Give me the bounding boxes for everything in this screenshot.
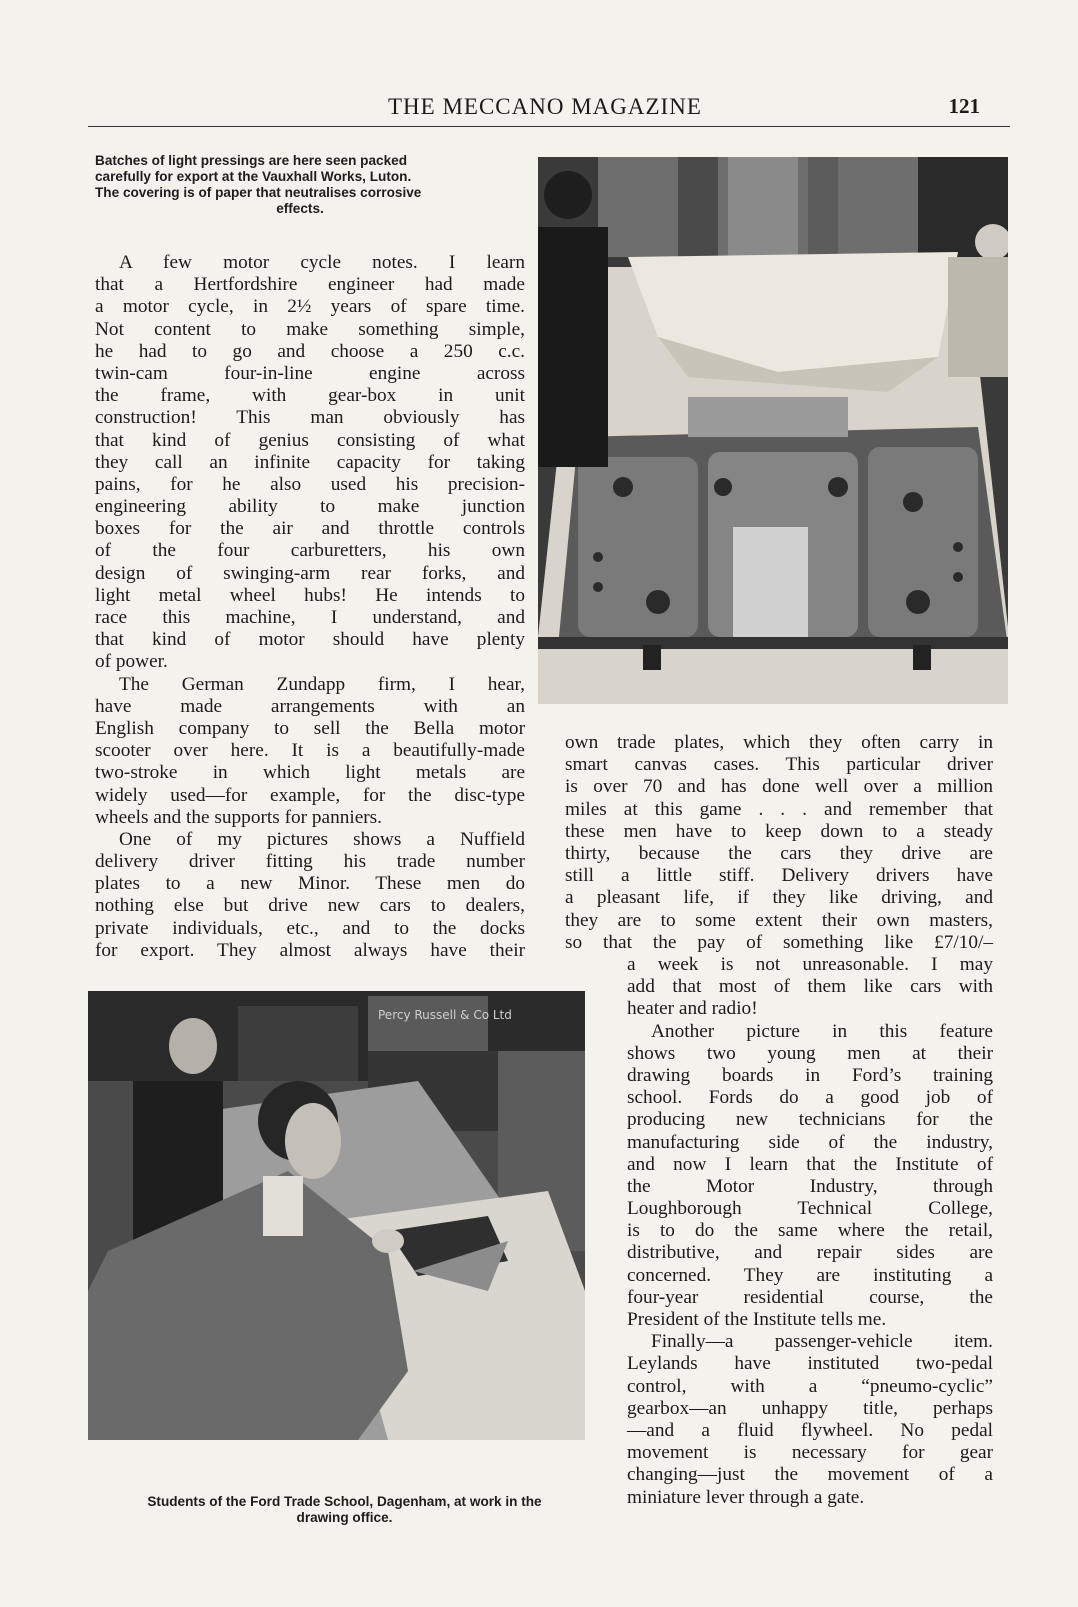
text-line: Finally—a passenger-vehicle item.: [651, 1331, 993, 1353]
text-line: widely used—for example, for the disc-type: [95, 784, 525, 806]
text-line: boxes for the air and throttle controls: [95, 518, 525, 540]
text-line: is over 70 and has done well over a million: [565, 776, 993, 798]
text-line: of power.: [95, 651, 168, 673]
text-line: that kind of motor should have plenty: [95, 629, 525, 651]
text-line: gearbox—an unhappy title, perhaps: [627, 1397, 993, 1419]
text-line: a week is not unreasonable. I may: [627, 954, 993, 975]
text-line: engineering ability to make junction: [95, 496, 525, 518]
right-text-column-upper: [565, 732, 993, 954]
text-line: miles at this game . . . and remember that: [565, 798, 993, 820]
text-line: two-stroke in which light metals are: [95, 762, 525, 784]
text-line: they call an infinite capacity for taking: [95, 451, 525, 473]
text-line: Not content to make something simple,: [95, 318, 525, 340]
text-line: nothing else but drive new cars to dealers,: [95, 895, 525, 917]
text-line: changing—just the movement of a: [627, 1464, 993, 1486]
text-line: plates to a new Minor. These men do: [95, 873, 525, 895]
ford-drawing-office-photo: [88, 991, 585, 1440]
right-text-column-lower: [627, 954, 993, 1509]
text-line: four-year residential course, the: [627, 1286, 993, 1308]
text-line: manufacturing side of the industry,: [627, 1131, 993, 1153]
page-number: 121: [948, 94, 980, 118]
text-line: he had to go and choose a 250 c.c.: [95, 340, 525, 362]
text-line: they are to some extent their own masters,: [565, 909, 993, 931]
text-line: scooter over here. It is a beautifully-made: [95, 740, 525, 762]
text-line: wheels and the supports for panniers.: [95, 806, 383, 828]
text-line: The German Zundapp firm, I hear,: [119, 673, 525, 695]
text-line: —and a fluid flywheel. No pedal: [627, 1419, 993, 1441]
text-line: A few motor cycle notes. I learn: [119, 252, 525, 273]
text-line: concerned. They are instituting a: [627, 1264, 993, 1286]
caption-line: The covering is of paper that neutralises corrosive: [95, 185, 422, 200]
text-line: school. Fords do a good job of: [627, 1087, 993, 1109]
text-line: have made arrangements with an: [95, 695, 525, 717]
caption-line: Students of the Ford Trade School, Dagenham, at work in the: [147, 1494, 542, 1509]
left-text-column: [95, 252, 525, 962]
text-line: of the four carburetters, his own: [95, 540, 525, 562]
equipment-signage: Percy Russell & Co Ltd: [378, 1008, 512, 1022]
text-line: is to do the same where the retail,: [627, 1220, 993, 1242]
text-line: a pleasant life, if they like driving, and: [565, 887, 993, 909]
ford-photo-caption: [82, 1494, 607, 1526]
text-line: add that most of them like cars with: [627, 976, 993, 998]
caption-line: effects.: [276, 201, 324, 216]
text-line: so that the pay of something like £7/10/–: [565, 931, 993, 953]
text-line: construction! This man obviously has: [95, 407, 525, 429]
caption-line: Batches of light pressings are here seen packed: [95, 153, 408, 168]
text-line: drawing boards in Ford’s training: [627, 1064, 993, 1086]
caption-line: carefully for export at the Vauxhall Works, Luton.: [95, 169, 412, 184]
text-line: One of my pictures shows a Nuffield: [119, 828, 525, 850]
text-line: the Motor Industry, through: [627, 1175, 993, 1197]
text-line: President of the Institute tells me.: [627, 1309, 887, 1330]
caption-line: drawing office.: [296, 1510, 393, 1525]
text-line: twin-cam four-in-line engine across: [95, 362, 525, 384]
text-line: thirty, because the cars they drive are: [565, 842, 993, 864]
text-line: pains, for he also used his precision-: [95, 473, 525, 495]
text-line: these men have to keep down to a steady: [565, 820, 993, 842]
text-line: light metal wheel hubs! He intends to: [95, 584, 525, 606]
text-line: still a little stiff. Delivery drivers have: [565, 865, 993, 887]
text-line: producing new technicians for the: [627, 1109, 993, 1131]
text-line: race this machine, I understand, and: [95, 607, 525, 628]
vauxhall-photo-caption: [95, 153, 505, 217]
text-line: English company to sell the Bella motor: [95, 717, 525, 739]
text-line: and now I learn that the Institute of: [627, 1153, 993, 1175]
text-line: Another picture in this feature: [651, 1020, 993, 1042]
text-line: Leylands have instituted two-pedal: [627, 1353, 993, 1375]
text-line: control, with a “pneumo-cyclic”: [627, 1375, 993, 1397]
text-line: own trade plates, which they often carry in: [565, 732, 993, 753]
text-line: for export. They almost always have their: [95, 939, 525, 961]
page-header: [88, 90, 1010, 127]
text-line: that kind of genius consisting of what: [95, 429, 525, 451]
text-line: Loughborough Technical College,: [627, 1198, 993, 1220]
text-line: distributive, and repair sides are: [627, 1242, 993, 1264]
text-line: a motor cycle, in 2½ years of spare time.: [95, 296, 525, 318]
text-line: design of swinging-arm rear forks, and: [95, 562, 525, 584]
magazine-title: THE MECCANO MAGAZINE: [388, 94, 702, 119]
text-line: movement is necessary for gear: [627, 1442, 993, 1464]
vauxhall-export-photo: [538, 157, 1008, 704]
text-line: heater and radio!: [627, 998, 758, 1020]
text-line: private individuals, etc., and to the docks: [95, 917, 525, 939]
text-line: miniature lever through a gate.: [627, 1486, 865, 1508]
text-line: that a Hertfordshire engineer had made: [95, 274, 525, 296]
text-line: delivery driver fitting his trade number: [95, 851, 525, 873]
text-line: shows two young men at their: [627, 1042, 993, 1064]
text-line: the frame, with gear-box in unit: [95, 385, 525, 407]
text-line: smart canvas cases. This particular driver: [565, 754, 993, 776]
